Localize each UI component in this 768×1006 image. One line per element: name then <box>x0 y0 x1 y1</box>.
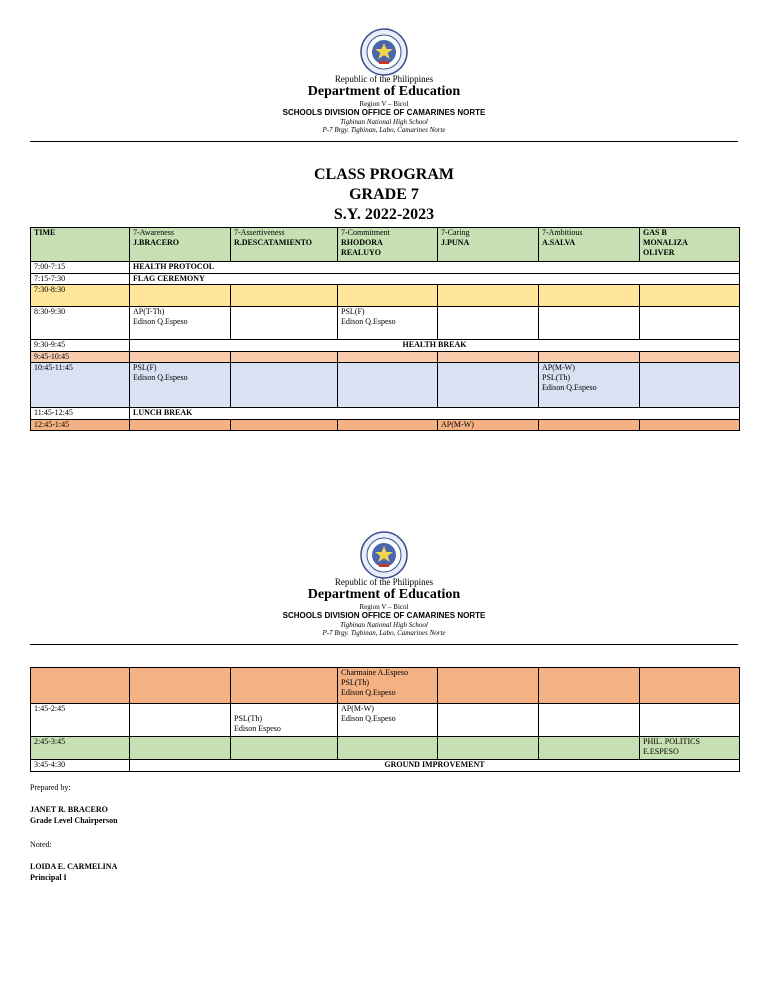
table-row <box>31 352 740 363</box>
letterhead-2 <box>0 531 768 637</box>
table-row <box>31 274 740 285</box>
subject-cell: AP(M-W) PSL(Th) Edison Q.Espeso <box>539 363 640 408</box>
time-cell: 11:45-12:45 <box>31 408 130 420</box>
department-text: Department of Education <box>307 84 461 100</box>
flag-ceremony-cell: FLAG CEREMONY <box>130 274 740 285</box>
header-divider-2 <box>30 644 738 645</box>
health-protocol-cell: HEALTH PROTOCOL <box>130 262 740 274</box>
table-row <box>31 420 740 431</box>
table-row <box>31 668 740 704</box>
subject-cell: PSL(F) Edison Q.Espeso <box>130 363 231 408</box>
subject-cell: AP(T-Th) Edison Q.Espeso <box>130 307 231 340</box>
table-row <box>31 704 740 737</box>
region-text: Region V – Bicol <box>359 603 409 612</box>
table-row <box>31 285 740 307</box>
title-grade: GRADE 7 <box>349 186 419 203</box>
header-ambitious: 7-Ambitious A.SALVA <box>539 228 640 262</box>
table-row <box>31 340 740 352</box>
table-row <box>31 262 740 274</box>
division-text: SCHOOLS DIVISION OFFICE OF CAMARINES NORTE <box>282 108 486 118</box>
header-divider-1 <box>30 141 738 142</box>
title-class-program: CLASS PROGRAM <box>313 166 454 183</box>
table-row <box>31 737 740 760</box>
title-school-year: S.Y. 2022-2023 <box>333 206 435 223</box>
noted-by-name: LOIDA E. CARMELINA <box>30 862 118 871</box>
header-caring: 7-Caring J.PUNA <box>438 228 539 262</box>
address-text: P-7 Brgy. Tigbinan, Labo, Camarines Norte <box>322 125 446 134</box>
republic-text: Republic of the Philippines <box>334 74 434 84</box>
letterhead-1 <box>0 28 768 134</box>
time-cell: 12:45-1:45 <box>31 420 130 431</box>
time-cell: 3:45-4:30 <box>31 760 130 772</box>
header-awareness: 7-Awareness J.BRACERO <box>130 228 231 262</box>
prepared-by-label: Prepared by: <box>30 783 71 792</box>
time-cell: 7:15-7:30 <box>31 274 130 285</box>
division-text: SCHOOLS DIVISION OFFICE OF CAMARINES NORTE <box>282 611 486 621</box>
deped-seal-icon <box>360 531 408 579</box>
republic-text: Republic of the Philippines <box>334 577 434 587</box>
table-row <box>31 307 740 340</box>
time-cell: 10:45-11:45 <box>31 363 130 408</box>
table-header-row <box>31 228 740 262</box>
table-row <box>31 408 740 420</box>
prepared-by-title: Grade Level Chairperson <box>30 816 118 825</box>
school-text: Tigbinan National High School <box>340 117 428 126</box>
deped-seal-icon <box>360 28 408 76</box>
prepared-by-name: JANET R. BRACERO <box>30 805 108 814</box>
school-text: Tigbinan National High School <box>340 620 428 629</box>
subject-cell: PSL(Th) Edison Espeso <box>231 704 338 737</box>
time-cell: 7:30-8:30 <box>31 285 130 307</box>
subject-cell: PHIL. POLITICS E.ESPESO <box>640 737 740 760</box>
time-cell: 1:45-2:45 <box>31 704 130 737</box>
table-row <box>31 363 740 408</box>
noted-by-title: Principal I <box>30 873 67 882</box>
header-gas-b: GAS B MONALIZA OLIVER <box>640 228 740 262</box>
page-title <box>0 165 768 225</box>
schedule-table-1 <box>30 227 740 431</box>
department-text: Department of Education <box>307 587 461 603</box>
ground-improvement-cell: GROUND IMPROVEMENT <box>130 760 740 772</box>
time-cell: 2:45-3:45 <box>31 737 130 760</box>
subject-cell: PSL(F) Edison Q.Espeso <box>338 307 438 340</box>
subject-cell: AP(M-W) <box>438 420 539 431</box>
schedule-table-2 <box>30 667 740 772</box>
time-cell: 9:45-10:45 <box>31 352 130 363</box>
header-time: TIME <box>31 228 130 262</box>
time-cell: 7:00-7:15 <box>31 262 130 274</box>
subject-cell: Charmaine A.Espeso PSL(Th) Edison Q.Espeso <box>338 668 438 704</box>
health-break-cell: HEALTH BREAK <box>130 340 740 352</box>
time-cell: 8:30-9:30 <box>31 307 130 340</box>
header-assertiveness: 7-Assertiveness R.DESCATAMIENTO <box>231 228 338 262</box>
address-text: P-7 Brgy. Tigbinan, Labo, Camarines Norte <box>322 628 446 637</box>
subject-cell: AP(M-W) Edison Q.Espeso <box>338 704 438 737</box>
header-commitment: 7-Commitment RHODORA REALUYO <box>338 228 438 262</box>
lunch-break-cell: LUNCH BREAK <box>130 408 740 420</box>
region-text: Region V – Bicol <box>359 100 409 109</box>
time-cell: 9:30-9:45 <box>31 340 130 352</box>
table-row <box>31 760 740 772</box>
noted-label: Noted: <box>30 840 52 849</box>
